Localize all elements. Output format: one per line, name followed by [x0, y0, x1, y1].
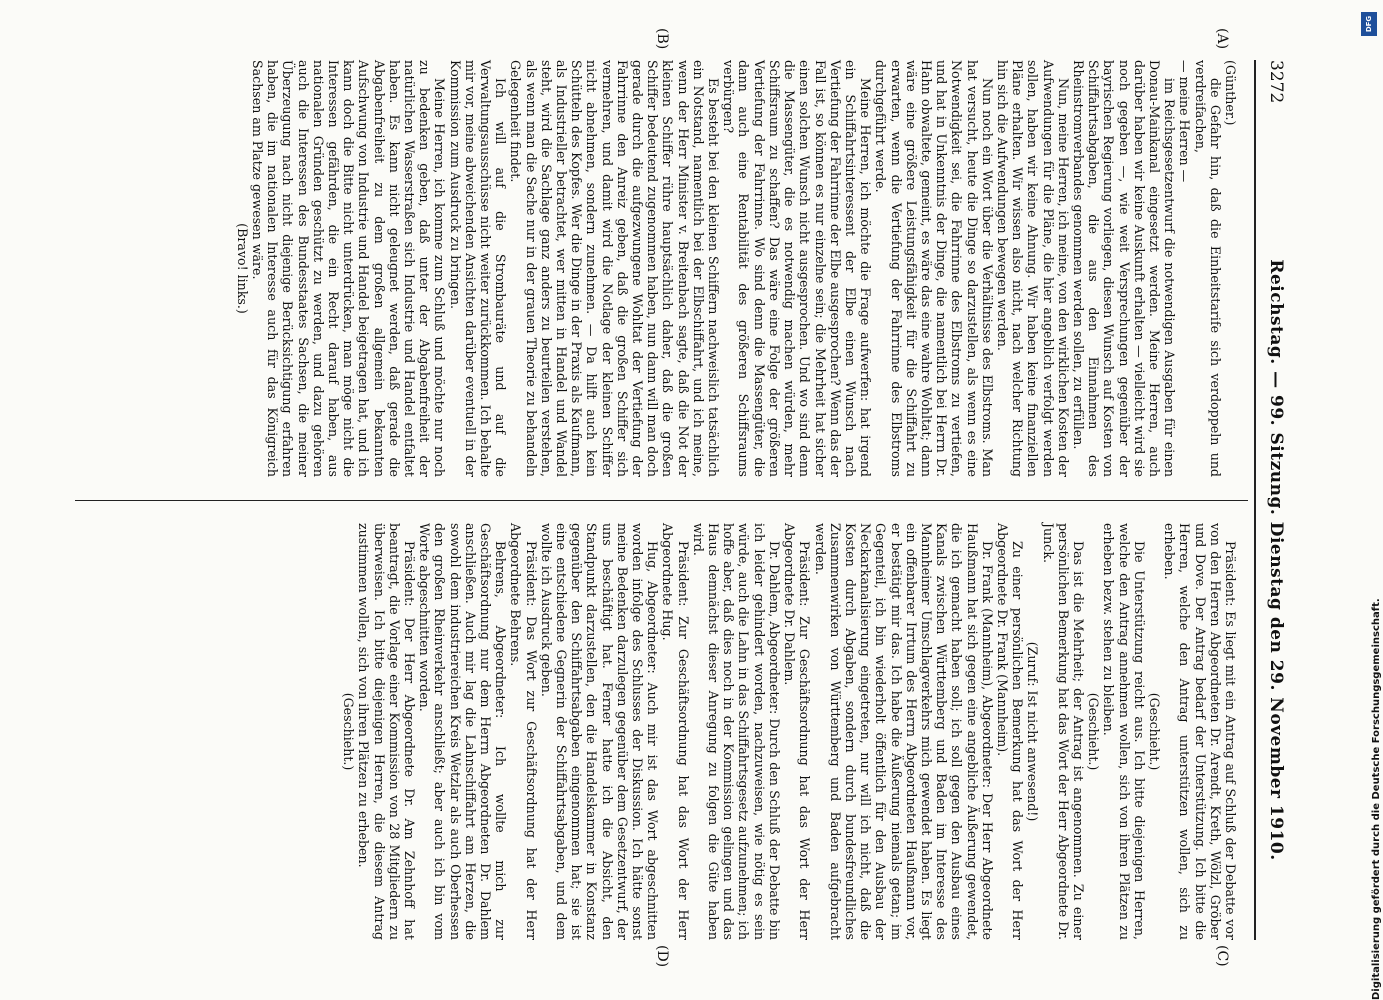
- paragraph: Behrens, Abgeordneter: Ich wollte mich zur Geschäftsordnung nur dem Herrn Abgeordneten Dr. Dahlem anschließen. Auch mir lag die Lahnschiffahrt am Herzen, die sowohl dem industriereichen Kreis Wetzlar als auch Oberhessen den großen Rheinverkehr anschließt; aber auch ich bin vom Worte abgeschnitten worden.: [417, 523, 509, 940]
- stage-note: (Geschieht.): [341, 692, 357, 771]
- page-header: [1252, 60, 1290, 940]
- paragraph: Präsident: Das Wort zur Geschäftsordnung hat der Herr Abgeordnete Behrens.: [508, 523, 539, 940]
- rotated-document-sheet: [75, 28, 1290, 968]
- paragraph: Präsident: Es liegt mit ein Antrag auf Schluß der Debatte vor von den Herren Abgeordneten Dr. Arendt, Kreth, Wölzl, Gröber und Dove. Der Antrag bedarf der Unterstützung. Ich bitte die Herren, welche den Antrag unterstützen wollen, sich zu erheben.: [1162, 523, 1238, 940]
- paragraph: Präsident: Der Herr Abgeordnete Dr. Am Zehnhoff hat beantragt, die Vorlage einer Kommission von 28 Mitgliedern zu überweisen. Ich bitte diejenigen Herren, die diesem Antrag zustimmen wollen, sich von ihren Plätzen zu erheben.: [356, 523, 418, 940]
- right-column: [341, 523, 1238, 940]
- header-rule: [1254, 60, 1256, 940]
- paragraph: Es besteht bei den kleinen Schiffern nachweislich tatsächlich ein Notstand, namentlich bei der Elbschiffahrt, und ich meine, wenn der Herr Minister v. Breitenbach sagte, daß die Not der kleinen Schiffer rühre hauptsächlich daher, daß die großen Schiffer bedeutend zugenommen haben, nun dann will man doch gerade durch die aufgezwungene Wohltat der Vertiefung der Fahrrinne den Anreiz geben, daß die großen Schiffer sich vermehren, und damit wird die Notlage der kleinen Schiffer nicht abnehmen, sondern zunehmen. — Da hilft auch kein Schütteln des Kopfes. Wer die Dinge in der Praxis als Kaufmann, als Industrieller betrachtet, wer mitten in Handel und Wandel steht, wird die Sachlage ganz anders zu beurteilen verstehen, als wenn man die Sache nur in der grauen Theorie zu behandeln Gelegenheit findet.: [508, 60, 722, 477]
- dfg-logo-text: DFG: [1365, 15, 1373, 33]
- paragraph: Nun, meine Herren, ich meine, von den wirklichen Kosten der Aufwendungen für die Pläne, die hier angeblich verfolgt werden sollen, haben wir keine Ahnung. Wir haben keine finanziellen Pläne erhalten. Wir wissen also nicht, nach welcher Richtung hin sich die Aufwendungen bewegen werden.: [994, 60, 1071, 477]
- paragraph: Dr. Dahlem, Abgeordneter: Durch den Schluß der Debatte bin ich leider gehindert worden, nachzuweisen, wie nötig es sein würde, auch die Lahn in das Schiffahrtsgesetz aufzunehmen; ich hoffe aber, daß dies noch in der Kommission gelingen und das Haus demnächst dieser Anregung zu folgen die Güte haben wird.: [690, 523, 782, 940]
- paragraph: Meine Herren, ich möchte die Frage aufwerfen: hat irgend ein Schiffahrtsinteressent der Elbe einen Wunsch nach Vertiefung der Fahrrinne der Elbe ausgesprochen? Wenn das der Fall ist, so können es nur einzelne sein; die Mehrheit hat sicher einen solchen Wunsch nicht ausgesprochen. Und wo sind denn die Massengüter, die es notwendig machen würden, mehr Schiffsraum zu schaffen? Das wäre eine Folge der größeren Vertiefung der Fahrrinne. Wo sind denn die Massengüter, die dann auch eine Rentabilität des größeren Schiffsraums verbürgen?: [721, 60, 874, 477]
- paragraph: Die Unterstützung reicht aus. Ich bitte diejenigen Herren, welche den Antrag annehmen wollen, sich von ihren Plätzen zu erheben bezw. stehen zu bleiben.: [1101, 523, 1147, 940]
- paragraph: Ich will auf die Strombauräte und auf die Verwaltungsausschüsse nicht weiter zurückkommen. Ich behalte mir vor, meine abweichenden Ansichten darüber eventuell in der Kommission zum Ausdruck zu bringen.: [447, 60, 509, 477]
- paragraph: (Günther.): [1223, 60, 1238, 126]
- paragraph: — meine Herren —: [1177, 60, 1193, 183]
- column-divider: [75, 500, 1248, 501]
- applause-note: (Bravo! links.): [234, 223, 250, 314]
- paragraph: Präsident: Zur Geschäftsordnung hat das Wort der Herr Abgeordnete Hug.: [660, 523, 691, 940]
- paragraph: im Reichsgesetzentwurf die notwendigen Ausgaben für einen Donau-Mainkanal eingesetzt werden. Meine Herren, auch darüber haben wir keine Auskunft erhalten — vielleicht wird sie noch gegeben —, wie weit Versprechungen gegenüber der bayrischen Regierung vorliegen, diesen Wunsch auf Kosten von Schiffahrtsabgaben, die aus den Einnahmen des Rheinstromverbandes genommen werden sollen, zu erfüllen.: [1070, 60, 1178, 477]
- paragraph: Hug, Abgeordneter: Auch mir ist das Wort abgeschnitten worden infolge des Schlusses der Diskussion. Ich hätte sonst meine Bedenken darzulegen gegenüber dem Gesetzentwurf, der uns beschäftigt hat. Ferner hatte ich die Absicht, den Standpunkt darzustellen, den die Handelskammer in Konstanz gegenüber den Schiffahrtsabgaben eingenommen hat; sie ist eine entschiedene Gegnerin der Schiffahrtsabgaben, und dem wollte ich Ausdruck geben.: [538, 523, 661, 940]
- paragraph: Zu einer persönlichen Bemerkung hat das Wort der Herr Abgeordnete Dr. Frank (Mannheim).: [994, 523, 1026, 940]
- paragraph: Präsident: Zur Geschäftsordnung hat das Wort der Herr Abgeordnete Dr. Dahlem.: [782, 523, 813, 940]
- stage-note: (Geschieht.): [1086, 692, 1102, 771]
- margin-mark-c: (C): [1214, 945, 1230, 967]
- margin-mark-d: (D): [654, 945, 670, 968]
- page-number: 3272: [1266, 60, 1286, 104]
- stage-note: (Geschieht.): [1146, 692, 1162, 771]
- margin-mark-a: (A): [1214, 28, 1230, 50]
- left-column: [235, 60, 1238, 477]
- margin-mark-b: (B): [654, 28, 670, 50]
- paragraph: Dr. Frank (Mannheim), Abgeordneter: Der Herr Abgeordnete Haußmann hat sich gegen eine angebliche Äußerung gewendet, die ich gemacht haben soll; ich soll gegen den Ausbau eines Kanals zwischen Württemberg und Baden im Interesse des Mannheimer Umschlagverkehrs mich gewendet haben. Es liegt ein offenbarer Irrtum des Herrn Abgeordneten Haußmann vor, er bestätigt mir das. Ich habe die Äußerung niemals getan; im Gegenteil, ich bin wiederholt öffentlich für den Ausbau der Neckarkanalisierung eingetreten, nur will ich nicht, daß die Kosten durch Abgaben, sondern durch bundesfreundliches Zusammenwirken von Württemberg und Baden aufgebracht werden.: [812, 523, 995, 940]
- paragraph: Meine Herren, ich komme zum Schluß und möchte nur noch zu bedenken geben, daß unter der Abgabenfreiheit der natürlichen Wasserstraßen sich Industrie und Handel entfaltet haben. Es kann nicht geleugnet werden, daß gerade die Abgabenfreiheit zu dem großen allgemein bekannten Aufschwung von Industrie und Handel beigetragen hat, und ich kann doch die Bitte nicht unterdrücken, man möge nicht die Interessen gefährden, die ein Recht darauf haben, aus nationalen Gründen geschützt zu werden, und dazu gehören auch die Interessen des Bundesstaates Sachsen, die meiner Überzeugung nach nicht diejenige Berücksichtigung erfahren haben, die im nationalen Interesse auch für das Königreich Sachsen am Platze gewesen wäre.: [250, 60, 448, 477]
- paragraph: Das ist die Mehrheit; der Antrag ist angenommen. Zu einer persönlichen Bemerkung hat das Wort der Herr Abgeordnete Dr. Junck.: [1040, 523, 1086, 940]
- paragraph: die Gefahr hin, daß die Einheitstarife sich verdoppeln und verdreifachen,: [1192, 60, 1223, 477]
- paragraph: Nun noch ein Wort über die Verhältnisse des Elbstroms. Man hat versucht, heute die Dinge so darzustellen, als wenn es eine Notwendigkeit sei, die Fahrrinne des Elbstroms zu vertiefen, und hat in Unkenntnis der Dinge, die namentlich bei Herrn Dr. Hahn obwaltete, gemeint, es wäre das eine wahre Wohltat; dann wäre eine größere Leistungsfähigkeit für die Schiffahrt zu erwarten, wenn die Vertiefung der Fahrrinne des Elbstroms durchgeführt werde.: [873, 60, 995, 477]
- stage-note: (Zuruf: Ist nicht anwesend!): [1025, 641, 1041, 822]
- running-head: Reichstag. — 99. Sitzung. Dienstag den 29. November 1910.: [1266, 259, 1286, 861]
- digitization-note: Digitalisierung gefördert durch die Deutsche Forschungsgemeinschaft.: [1371, 598, 1382, 1000]
- dfg-logo: [1361, 12, 1377, 36]
